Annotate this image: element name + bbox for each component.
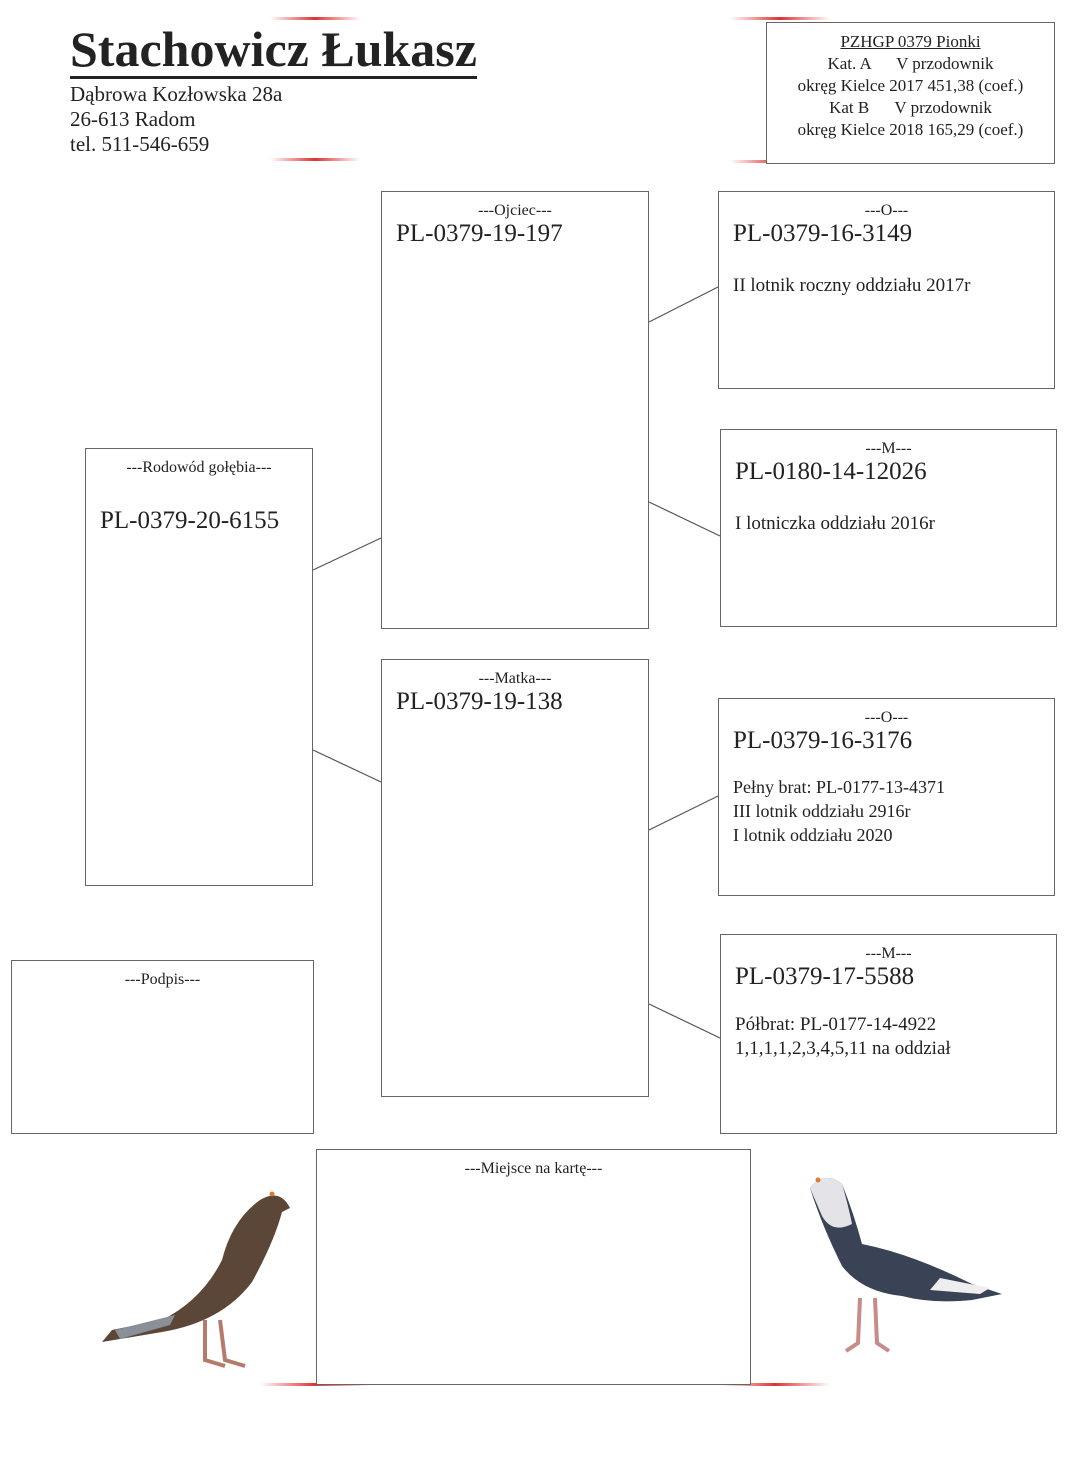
mm-note: Półbrat: PL-0177-14-4922 <box>735 1014 937 1035</box>
owner-street: Dąbrowa Kozłowska 28a <box>70 82 283 106</box>
card-box <box>316 1149 751 1385</box>
bird-label: ---Rodowód gołębia--- <box>126 459 272 476</box>
mother-label: ---Matka--- <box>478 670 552 687</box>
maternal-grandfather-box <box>718 698 1055 896</box>
card-label: ---Miejsce na kartę--- <box>464 1160 603 1177</box>
father-ring: PL-0379-19-197 <box>396 220 563 247</box>
father-box <box>381 191 649 629</box>
father-label: ---Ojciec--- <box>478 202 552 219</box>
paternal-grandfather-box <box>718 191 1055 389</box>
club-line: okręg Kielce 2017 451,38 (coef.) <box>797 76 1024 95</box>
mf-ring: PL-0379-16-3176 <box>733 727 913 754</box>
fm-label: ---M--- <box>865 440 912 457</box>
mother-box <box>381 659 649 1097</box>
ff-note: II lotnik roczny oddziału 2017r <box>733 275 971 296</box>
signature-label: ---Podpis--- <box>124 971 201 988</box>
mm-note: 1,1,1,1,2,3,4,5,11 na oddział <box>735 1038 951 1059</box>
bird-box <box>85 448 313 886</box>
mf-label: ---O--- <box>864 709 909 726</box>
mf-note: III lotnik oddziału 2916r <box>733 801 911 821</box>
mm-ring: PL-0379-17-5588 <box>735 963 915 990</box>
bird-ring: PL-0379-20-6155 <box>100 507 280 534</box>
club-title: PZHGP 0379 Pionki <box>840 32 981 51</box>
mf-note: Pełny brat: PL-0177-13-4371 <box>733 777 945 797</box>
paternal-grandmother-box <box>720 429 1057 627</box>
pigeon-photo-right <box>790 1168 1010 1368</box>
ff-label: ---O--- <box>864 202 909 219</box>
club-line: Kat B V przodownik <box>829 98 992 117</box>
fm-ring: PL-0180-14-12026 <box>735 458 927 485</box>
owner-name: Stachowicz Łukasz <box>70 21 477 77</box>
owner-city: 26-613 Radom <box>70 107 196 131</box>
signature-box <box>11 960 314 1134</box>
club-line: Kat. A V przodownik <box>827 54 994 73</box>
pigeon-photo-left <box>95 1180 295 1375</box>
mm-label: ---M--- <box>865 945 912 962</box>
mother-ring: PL-0379-19-138 <box>396 688 563 715</box>
ff-ring: PL-0379-16-3149 <box>733 220 913 247</box>
fm-note: I lotniczka oddziału 2016r <box>735 513 935 534</box>
club-line: okręg Kielce 2018 165,29 (coef.) <box>797 120 1024 139</box>
maternal-grandmother-box <box>720 934 1057 1134</box>
owner-phone: tel. 511-546-659 <box>70 132 210 156</box>
mf-note: I lotnik oddziału 2020 <box>733 825 893 845</box>
